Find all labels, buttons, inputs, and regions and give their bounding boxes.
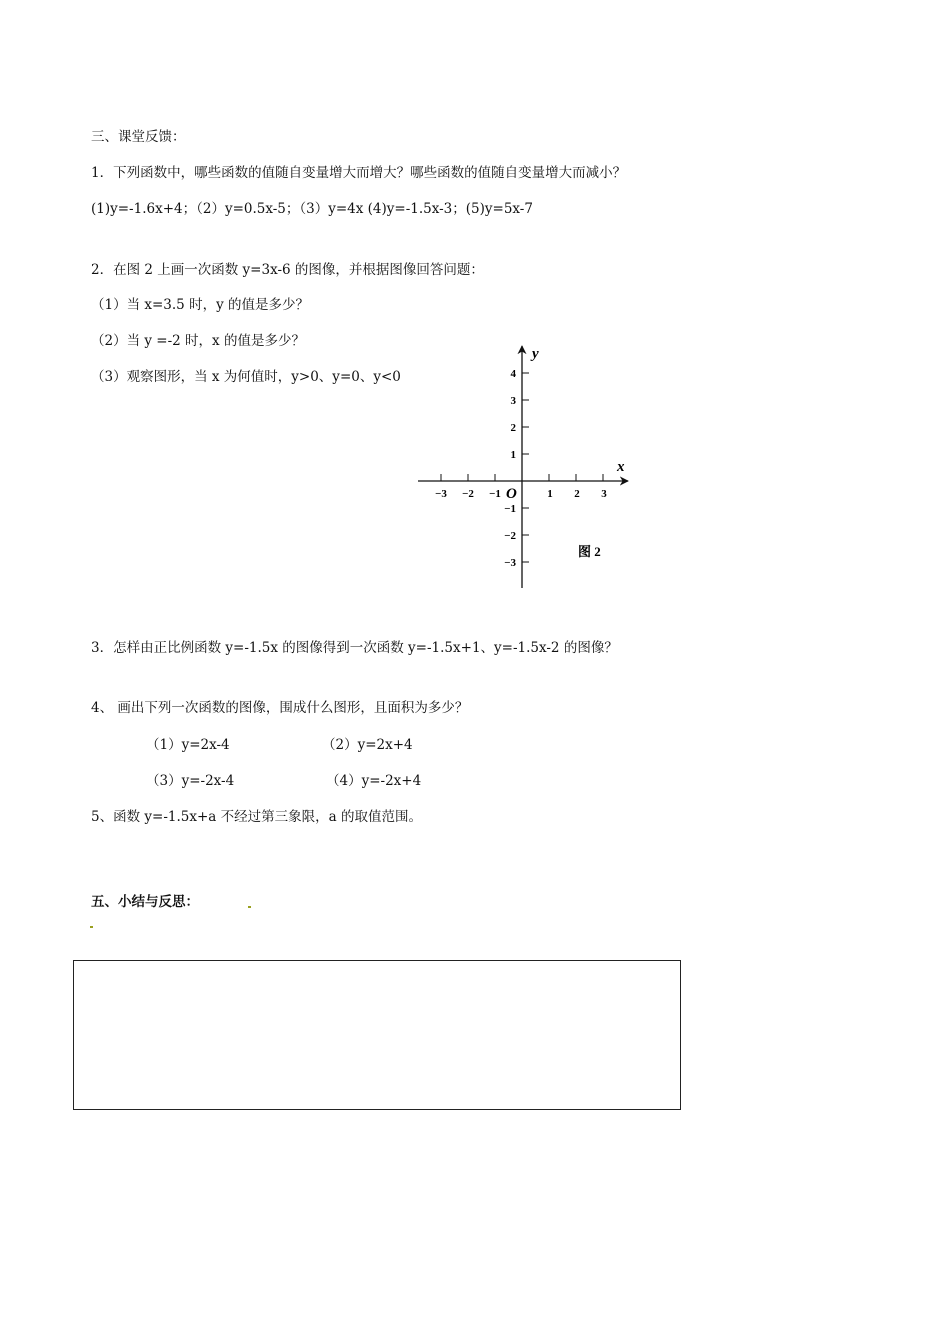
x-tick-label: −2	[462, 488, 474, 500]
question-1-items: (1)y=-1.6x+4；（2）y=0.5x-5；（3）y=4x (4)y=-1.5x-3；(5)y=5x-7	[91, 201, 533, 217]
x-tick-label: −1	[489, 488, 501, 500]
section3-heading: 三、课堂反馈：	[91, 129, 186, 145]
question-2-sub2: （2）当 y =-2 时，x 的值是多少？	[91, 333, 305, 349]
editor-mark	[248, 906, 251, 908]
question-4-item3: （3）y=-2x-4	[146, 773, 235, 789]
question-4-text: 4、 画出下列一次函数的图像，围成什么图形，且面积为多少？	[91, 700, 469, 716]
x-tick-label: 3	[601, 488, 607, 500]
question-2-text: 2．在图 2 上画一次函数 y=3x-6 的图像，并根据图像回答问题：	[91, 262, 484, 278]
section5-heading: 五、小结与反思：	[91, 894, 199, 910]
coordinate-figure	[410, 340, 640, 590]
question-3-text: 3．怎样由正比例函数 y=-1.5x 的图像得到一次函数 y=-1.5x+1、y=-1.5x-2 的图像？	[91, 640, 618, 656]
y-tick-label: 2	[510, 422, 516, 434]
y-tick-label: 3	[510, 395, 516, 407]
x-axis-label: x	[617, 459, 625, 475]
question-4-item2: （2）y=2x+4	[322, 737, 413, 753]
question-1-text: 1．下列函数中，哪些函数的值随自变量增大而增大？哪些函数的值随自变量增大而减小？	[91, 165, 627, 181]
x-tick-label: −3	[435, 488, 447, 500]
question-4-item1: （1）y=2x-4	[146, 737, 230, 753]
x-tick-label: 2	[574, 488, 580, 500]
x-tick-label: 1	[547, 488, 553, 500]
editor-mark	[90, 926, 93, 928]
reflection-answer-box[interactable]	[73, 960, 681, 1110]
question-2-sub3: （3）观察图形，当 x 为何值时，y>0、y=0、y<0	[91, 369, 401, 385]
origin-label: O	[506, 486, 517, 502]
y-tick-label: 1	[510, 449, 516, 461]
question-4-item4: （4）y=-2x+4	[326, 773, 422, 789]
y-tick-label: −1	[504, 503, 516, 515]
question-5-text: 5、函数 y=-1.5x+a 不经过第三象限，a 的取值范围。	[91, 809, 422, 825]
figure-caption: 图 2	[578, 544, 601, 559]
y-tick-label: −3	[504, 557, 516, 569]
y-tick-label: 4	[510, 368, 516, 380]
question-2-sub1: （1）当 x=3.5 时，y 的值是多少？	[91, 297, 309, 313]
y-axis-label: y	[532, 346, 539, 362]
y-tick-label: −2	[504, 530, 516, 542]
